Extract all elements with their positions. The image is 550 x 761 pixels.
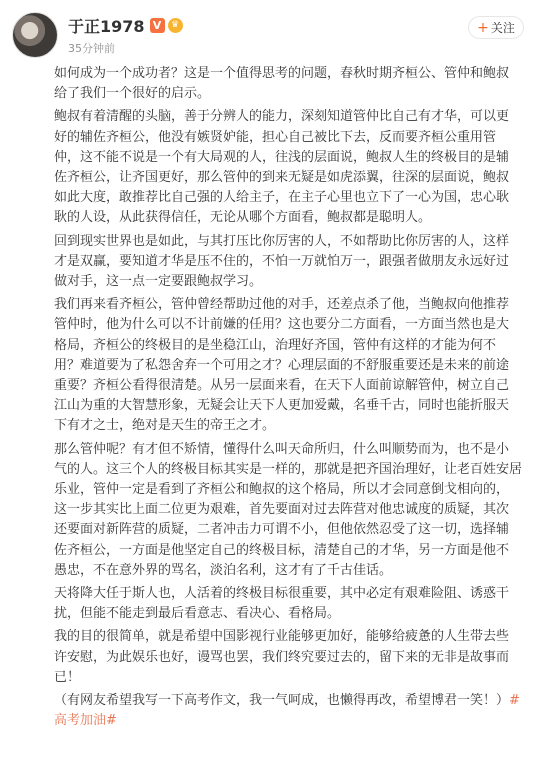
vip-badge-icon: V xyxy=(150,18,165,33)
username[interactable]: 于正1978 xyxy=(68,16,145,36)
crown-badge-icon: ♛ xyxy=(168,18,183,33)
post-paragraph: 鲍叔有着清醒的头脑，善于分辨人的能力，深刻知道管仲比自己有才华，可以更 好的辅佐齐桓公，他没有嫉贤妒能，担心自己被比下去，反而要齐桓公重用管 仲，这不能不说是一个有大局观的人，往浅的层面说，鲍叔人生的终极目的是辅 佐齐桓公，让齐国更好，那么管仲的到来无疑是如虎添翼，往深的层面说，鲍叔 如此大度，敢推荐比自己强的人给主子，在主子心里也立下了一心为国，忠心耿 耿的人设，从此获得信任，无论从哪个方面看，鲍叔都是聪明人。 xyxy=(54,109,510,226)
post-paragraph: 我的目的很简单，就是希望中国影视行业能够更加好，能够给疲惫的人生带去些 许安慰，为此娱乐也好，谩骂也罢，我们终究要过去的，留下来的无非是故事而 已！ xyxy=(54,629,510,685)
post-paragraph: 天将降大任于斯人也，人活着的终极目标很重要，其中必定有艰难险阻、诱惑干 扰，但能不能走到最后看意志、看决心、看格局。 xyxy=(54,586,510,622)
plus-icon: + xyxy=(477,19,489,36)
closing-text: （有网友希望我写一下高考作文，我一气呵成，也懒得再改，希望博君一笑！） xyxy=(54,693,510,709)
follow-button[interactable] xyxy=(468,16,524,39)
name-row xyxy=(68,14,183,36)
post-paragraph: 如何成为一个成功者？这是一个值得思考的问题，春秋时期齐桓公、管仲和鲍叔 给了我们一个很好的启示。 xyxy=(54,66,510,102)
post-header xyxy=(12,12,538,58)
post-timestamp[interactable]: 35分钟前 xyxy=(68,42,115,55)
post-paragraph: 回到现实世界也是如此，与其打压比你厉害的人，不如帮助比你厉害的人，这样 才是双赢，要知道才华是压不住的，不怕一万就怕万一，跟强者做朋友永远好过 做对手，这一点一定要跟鲍叔学习。 xyxy=(54,233,510,290)
post-paragraph: 那么管仲呢？有才但不矫情，懂得什么叫天命所归，什么叫顺势而为，也不是小 气的人。这三个人的终极目标其实是一样的，那就是把齐国治理好，让老百姓安居 乐业，管仲一定是看到了齐桓公和鲍叔的这个格局，所以才会同意倒戈相向的， 这一步其实比上面二位更为艰难，首先要面对过去阵营对他忠诚度的质疑，其次 还要面对新阵营的质疑，二者冲击力可谓不小，但他依然忍受了这一切，选择辅 佐齐桓公，一方面是他坚定自己的终极目标，清楚自己的才华，另一方面是他不 愚忠，不在意外界的骂名，淡泊名利，这才有了千古佳话。 xyxy=(54,441,523,578)
hashtag-link[interactable]: # 高考加油# xyxy=(54,693,520,729)
follow-button-label: 关注 xyxy=(490,21,515,35)
post-content xyxy=(54,64,542,735)
avatar[interactable] xyxy=(12,12,58,58)
closing-paragraph xyxy=(54,691,542,731)
post-paragraph: 我们再来看齐桓公，管仲曾经帮助过他的对手，还差点杀了他，当鲍叔向他推荐 管仲时，他为什么可以不计前嫌的任用？这也要分二方面看，一方面当然也是大 格局，齐桓公的终极目的是坐稳江山，治理好齐国，管仲有这样的才能为何不 用？难道要为了私怨舍弃一个可用之才？心理层面的不舒服重要还是未来的前途 重要？齐桓公看得很清楚。从另一层面来看，在天下人面前谅解管仲，树立自己 江山为重的大智慧形象，无疑会让天下人更加爱戴，名垂千古，同时也能折服天 下有才之士，绝对是天生的帝王之才。 xyxy=(54,297,510,434)
